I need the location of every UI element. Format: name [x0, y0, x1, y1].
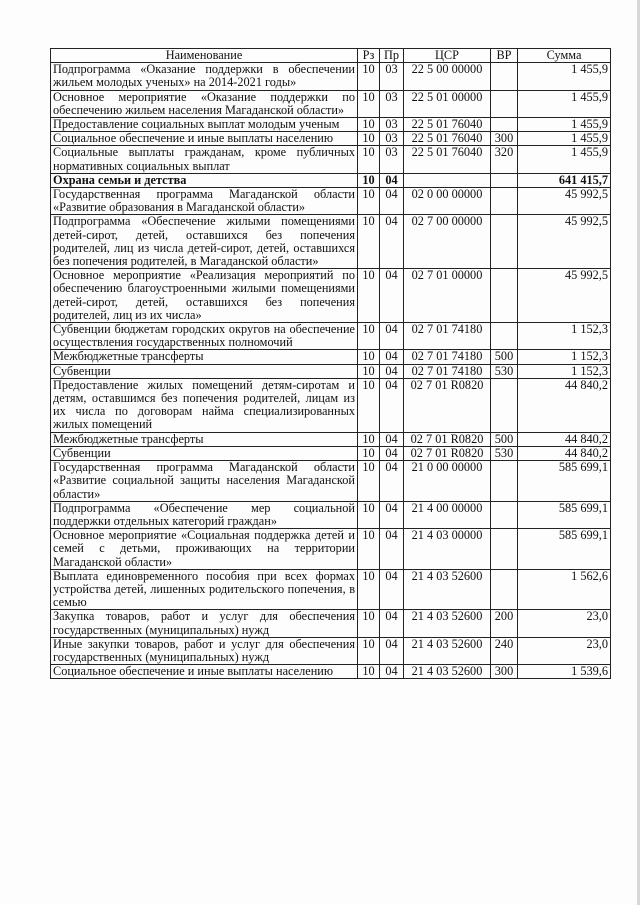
header-rz: Рз — [358, 49, 380, 63]
table-row — [51, 188, 611, 215]
cell-name: Основное мероприятие «Оказание поддержки по обеспечению жильем населения Магаданской области» — [51, 90, 358, 117]
cell-csr: 02 7 00 00000 — [404, 215, 491, 269]
cell-pr: 04 — [380, 569, 404, 610]
cell-sum: 585 699,1 — [518, 501, 611, 528]
cell-csr: 21 4 03 52600 — [404, 610, 491, 637]
cell-name: Предоставление социальных выплат молодым ученым — [51, 118, 358, 132]
table-header-row — [51, 49, 611, 63]
cell-vr: 240 — [491, 637, 518, 664]
cell-name: Подпрограмма «Обеспечение жилыми помещениями детей-сирот, детей, оставшихся без попечения родителей, лиц из числа детей-сирот, детей, оставшихся без попечения родителей, в Магаданской области» — [51, 215, 358, 269]
cell-csr: 02 7 01 74180 — [404, 323, 491, 350]
cell-rz: 10 — [358, 529, 380, 570]
table-row — [51, 432, 611, 446]
cell-sum: 1 152,3 — [518, 323, 611, 350]
cell-rz: 10 — [358, 446, 380, 460]
header-sum: Сумма — [518, 49, 611, 63]
cell-rz: 10 — [358, 364, 380, 378]
cell-pr: 03 — [380, 146, 404, 173]
cell-vr — [491, 569, 518, 610]
cell-rz: 10 — [358, 269, 380, 323]
cell-name: Социальное обеспечение и иные выплаты населению — [51, 665, 358, 679]
table-row — [51, 350, 611, 364]
cell-csr: 21 0 00 00000 — [404, 461, 491, 502]
cell-csr — [404, 173, 491, 187]
cell-rz: 10 — [358, 432, 380, 446]
cell-name: Субвенции — [51, 446, 358, 460]
cell-vr: 200 — [491, 610, 518, 637]
table-row — [51, 90, 611, 117]
cell-vr — [491, 461, 518, 502]
cell-sum: 1 152,3 — [518, 350, 611, 364]
cell-vr: 500 — [491, 350, 518, 364]
cell-csr: 02 7 01 R0820 — [404, 432, 491, 446]
cell-csr: 21 4 03 52600 — [404, 637, 491, 664]
cell-sum: 641 415,7 — [518, 173, 611, 187]
budget-table — [50, 48, 611, 679]
table-row — [51, 637, 611, 664]
cell-csr: 22 5 01 76040 — [404, 132, 491, 146]
cell-pr: 04 — [380, 529, 404, 570]
cell-sum: 1 455,9 — [518, 146, 611, 173]
cell-rz: 10 — [358, 188, 380, 215]
cell-vr — [491, 215, 518, 269]
cell-sum: 585 699,1 — [518, 461, 611, 502]
cell-pr: 04 — [380, 501, 404, 528]
cell-rz: 10 — [358, 132, 380, 146]
cell-vr — [491, 323, 518, 350]
cell-sum: 1 455,9 — [518, 63, 611, 90]
cell-name: Подпрограмма «Обеспечение мер социальной поддержки отдельных категорий граждан» — [51, 501, 358, 528]
table-row — [51, 173, 611, 187]
cell-pr: 03 — [380, 118, 404, 132]
cell-vr — [491, 378, 518, 432]
table-row — [51, 610, 611, 637]
cell-name: Основное мероприятие «Реализация мероприятий по обеспечению благоустроенными жилыми помещениями детей-сирот, детей, оставшихся без попечения родителей, лиц из их числа» — [51, 269, 358, 323]
cell-name: Межбюджетные трансферты — [51, 432, 358, 446]
cell-vr — [491, 529, 518, 570]
table-body — [51, 63, 611, 679]
cell-pr: 03 — [380, 132, 404, 146]
table-row — [51, 323, 611, 350]
cell-csr: 02 7 01 74180 — [404, 350, 491, 364]
cell-name: Субвенции — [51, 364, 358, 378]
cell-pr: 04 — [380, 665, 404, 679]
cell-csr: 02 7 01 R0820 — [404, 446, 491, 460]
cell-vr — [491, 90, 518, 117]
cell-csr: 02 7 01 R0820 — [404, 378, 491, 432]
cell-rz: 10 — [358, 665, 380, 679]
cell-rz: 10 — [358, 378, 380, 432]
cell-csr: 02 0 00 00000 — [404, 188, 491, 215]
cell-sum: 44 840,2 — [518, 378, 611, 432]
cell-sum: 1 455,9 — [518, 132, 611, 146]
cell-sum: 1 562,6 — [518, 569, 611, 610]
cell-sum: 23,0 — [518, 610, 611, 637]
cell-pr: 04 — [380, 364, 404, 378]
cell-vr: 320 — [491, 146, 518, 173]
cell-sum: 1 455,9 — [518, 118, 611, 132]
cell-rz: 10 — [358, 610, 380, 637]
cell-name: Государственная программа Магаданской области «Развитие социальной защиты населения Магаданской области» — [51, 461, 358, 502]
cell-vr — [491, 501, 518, 528]
cell-pr: 04 — [380, 269, 404, 323]
cell-sum: 1 152,3 — [518, 364, 611, 378]
cell-csr: 22 5 01 00000 — [404, 90, 491, 117]
table-row — [51, 529, 611, 570]
table-row — [51, 63, 611, 90]
table-row — [51, 446, 611, 460]
cell-pr: 04 — [380, 432, 404, 446]
cell-pr: 04 — [380, 350, 404, 364]
header-csr: ЦСР — [404, 49, 491, 63]
cell-rz: 10 — [358, 90, 380, 117]
cell-vr: 530 — [491, 364, 518, 378]
cell-pr: 03 — [380, 90, 404, 117]
cell-rz: 10 — [358, 118, 380, 132]
cell-sum: 1 539,6 — [518, 665, 611, 679]
cell-name: Предоставление жилых помещений детям-сиротам и детям, оставшимся без попечения родителей, лицам из их числа по договорам найма специализированных жилых помещений — [51, 378, 358, 432]
cell-pr: 04 — [380, 637, 404, 664]
table-row — [51, 146, 611, 173]
cell-pr: 04 — [380, 173, 404, 187]
cell-vr — [491, 118, 518, 132]
cell-name: Подпрограмма «Оказание поддержки в обеспечении жильем молодых ученых» на 2014-2021 годы» — [51, 63, 358, 90]
cell-name: Иные закупки товаров, работ и услуг для обеспечения государственных (муниципальных) нужд — [51, 637, 358, 664]
cell-pr: 04 — [380, 215, 404, 269]
table-row — [51, 215, 611, 269]
cell-pr: 04 — [380, 446, 404, 460]
cell-rz: 10 — [358, 63, 380, 90]
cell-rz: 10 — [358, 461, 380, 502]
cell-rz: 10 — [358, 350, 380, 364]
cell-name: Социальные выплаты гражданам, кроме публичных нормативных социальных выплат — [51, 146, 358, 173]
cell-rz: 10 — [358, 323, 380, 350]
cell-sum: 45 992,5 — [518, 188, 611, 215]
cell-csr: 22 5 01 76040 — [404, 118, 491, 132]
cell-sum: 585 699,1 — [518, 529, 611, 570]
header-vr: ВР — [491, 49, 518, 63]
cell-name: Межбюджетные трансферты — [51, 350, 358, 364]
cell-rz: 10 — [358, 569, 380, 610]
cell-pr: 04 — [380, 188, 404, 215]
cell-vr — [491, 63, 518, 90]
cell-sum: 44 840,2 — [518, 432, 611, 446]
cell-csr: 21 4 03 00000 — [404, 529, 491, 570]
cell-vr — [491, 269, 518, 323]
cell-csr: 21 4 03 52600 — [404, 665, 491, 679]
table-row — [51, 132, 611, 146]
cell-name: Основное мероприятие «Социальная поддержка детей и семей с детьми, проживающих на территории Магаданской области» — [51, 529, 358, 570]
cell-csr: 21 4 03 52600 — [404, 569, 491, 610]
table-row — [51, 665, 611, 679]
cell-pr: 04 — [380, 323, 404, 350]
cell-vr: 530 — [491, 446, 518, 460]
table-row — [51, 118, 611, 132]
cell-pr: 04 — [380, 610, 404, 637]
cell-csr: 22 5 01 76040 — [404, 146, 491, 173]
cell-sum: 45 992,5 — [518, 215, 611, 269]
cell-pr: 04 — [380, 378, 404, 432]
cell-pr: 04 — [380, 461, 404, 502]
cell-csr: 02 7 01 74180 — [404, 364, 491, 378]
table-row — [51, 269, 611, 323]
cell-name: Охрана семьи и детства — [51, 173, 358, 187]
cell-name: Субвенции бюджетам городских округов на обеспечение осуществления государственных полномочий — [51, 323, 358, 350]
cell-vr: 300 — [491, 132, 518, 146]
cell-sum: 23,0 — [518, 637, 611, 664]
cell-rz: 10 — [358, 146, 380, 173]
cell-rz: 10 — [358, 173, 380, 187]
header-pr: Пр — [380, 49, 404, 63]
cell-rz: 10 — [358, 501, 380, 528]
cell-vr — [491, 173, 518, 187]
table-row — [51, 569, 611, 610]
cell-csr: 02 7 01 00000 — [404, 269, 491, 323]
cell-vr: 300 — [491, 665, 518, 679]
cell-sum: 1 455,9 — [518, 90, 611, 117]
table-row — [51, 501, 611, 528]
cell-name: Выплата единовременного пособия при всех формах устройства детей, лишенных родительского попечения, в семью — [51, 569, 358, 610]
cell-name: Закупка товаров, работ и услуг для обеспечения государственных (муниципальных) нужд — [51, 610, 358, 637]
cell-csr: 22 5 00 00000 — [404, 63, 491, 90]
cell-name: Социальное обеспечение и иные выплаты населению — [51, 132, 358, 146]
table-row — [51, 461, 611, 502]
table-row — [51, 378, 611, 432]
cell-csr: 21 4 00 00000 — [404, 501, 491, 528]
header-name: Наименование — [51, 49, 358, 63]
cell-sum: 45 992,5 — [518, 269, 611, 323]
table-row — [51, 364, 611, 378]
cell-rz: 10 — [358, 215, 380, 269]
cell-pr: 03 — [380, 63, 404, 90]
cell-sum: 44 840,2 — [518, 446, 611, 460]
cell-name: Государственная программа Магаданской области «Развитие образования в Магаданской области» — [51, 188, 358, 215]
cell-vr — [491, 188, 518, 215]
cell-rz: 10 — [358, 637, 380, 664]
cell-vr: 500 — [491, 432, 518, 446]
